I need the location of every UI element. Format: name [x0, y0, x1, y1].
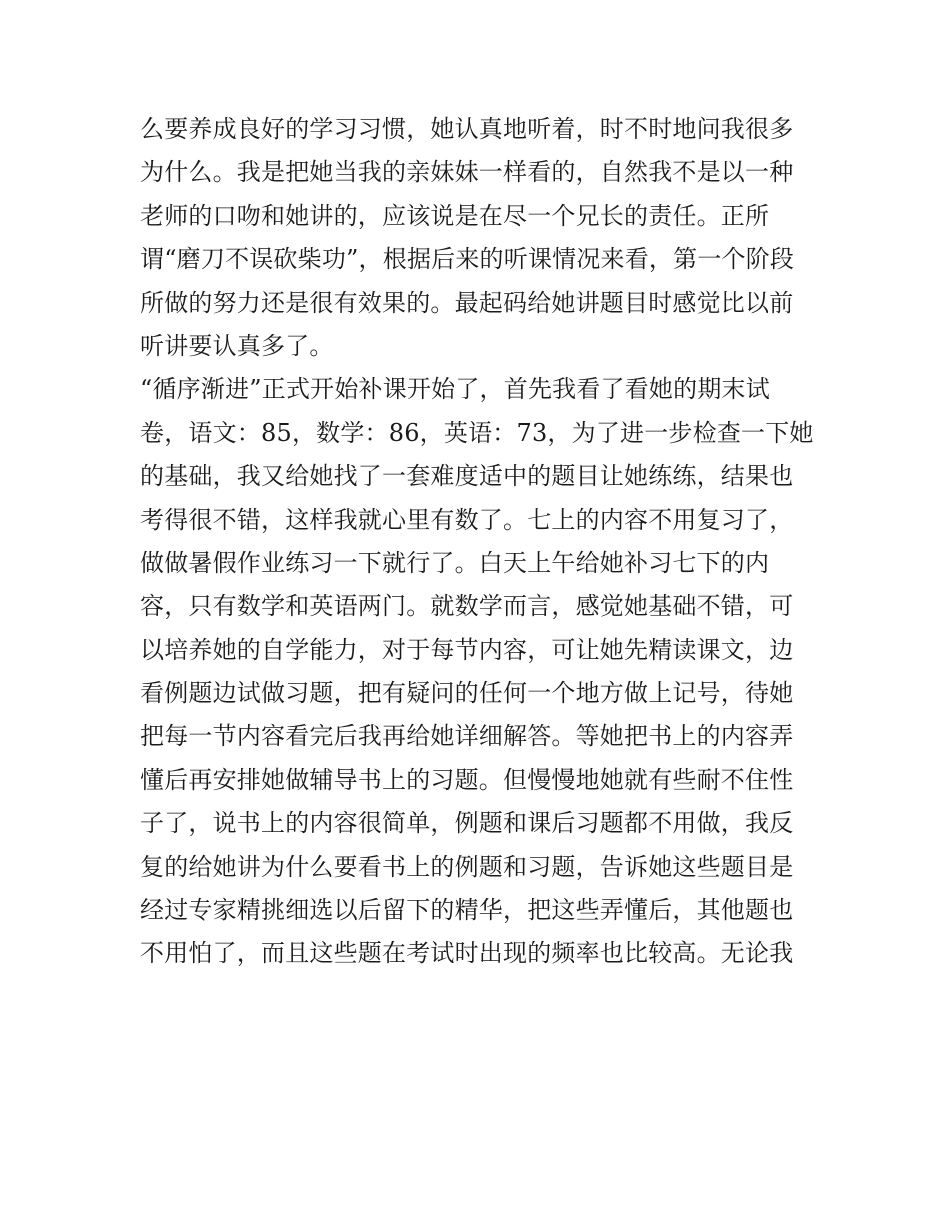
text-line: 的基础，我又给她找了一套难度适中的题目让她练练，结果也 — [140, 462, 794, 491]
text-line: 考得很不错，这样我就心里有数了。七上的内容不用复习了， — [140, 505, 794, 534]
text-line: 子了，说书上的内容很简单，例题和课后习题都不用做，我反 — [140, 809, 794, 838]
text-line: 懂后再安排她做辅导书上的习题。但慢慢地她就有些耐不住性 — [140, 765, 794, 794]
text-line: 容，只有数学和英语两门。就数学而言，感觉她基础不错，可 — [140, 592, 794, 621]
body-text — [140, 108, 820, 976]
text-line: 经过专家精挑细选以后留下的精华，把这些弄懂后，其他题也 — [140, 896, 794, 925]
text-line: 么要养成良好的学习习惯，她认真地听着，时不时地问我很多 — [140, 115, 794, 143]
text-line: 做做暑假作业练习一下就行了。白天上午给她补习七下的内 — [140, 548, 770, 577]
text-line: 谓“磨刀不误砍柴功”，根据后来的听课情况来看，第一个阶段 — [140, 245, 795, 274]
text-line: 卷，语文：85，数学：86，英语：73，为了进一步检查一下她 — [140, 418, 814, 447]
text-line: 把每一节内容看完后我再给她详细解答。等她把书上的内容弄 — [140, 722, 794, 751]
text-line: 所做的努力还是很有效果的。最起码给她讲题目时感觉比以前 — [140, 288, 794, 317]
text-line: 为什么。我是把她当我的亲妹妹一样看的，自然我不是以一种 — [140, 158, 794, 187]
text-line: 老师的口吻和她讲的，应该说是在尽一个兄长的责任。正所 — [140, 201, 770, 230]
text-line: “循序渐进”正式开始补课开始了，首先我看了看她的期末试 — [140, 375, 770, 404]
text-line: 看例题边试做习题，把有疑问的任何一个地方做上记号，待她 — [140, 679, 794, 708]
text-line: 以培养她的自学能力，对于每节内容，可让她先精读课文，边 — [140, 635, 794, 664]
text-line: 复的给她讲为什么要看书上的例题和习题，告诉她这些题目是 — [140, 852, 794, 881]
text-line: 听讲要认真多了。 — [140, 331, 334, 360]
text-line: 不用怕了，而且这些题在考试时出现的频率也比较高。无论我 — [140, 939, 794, 968]
